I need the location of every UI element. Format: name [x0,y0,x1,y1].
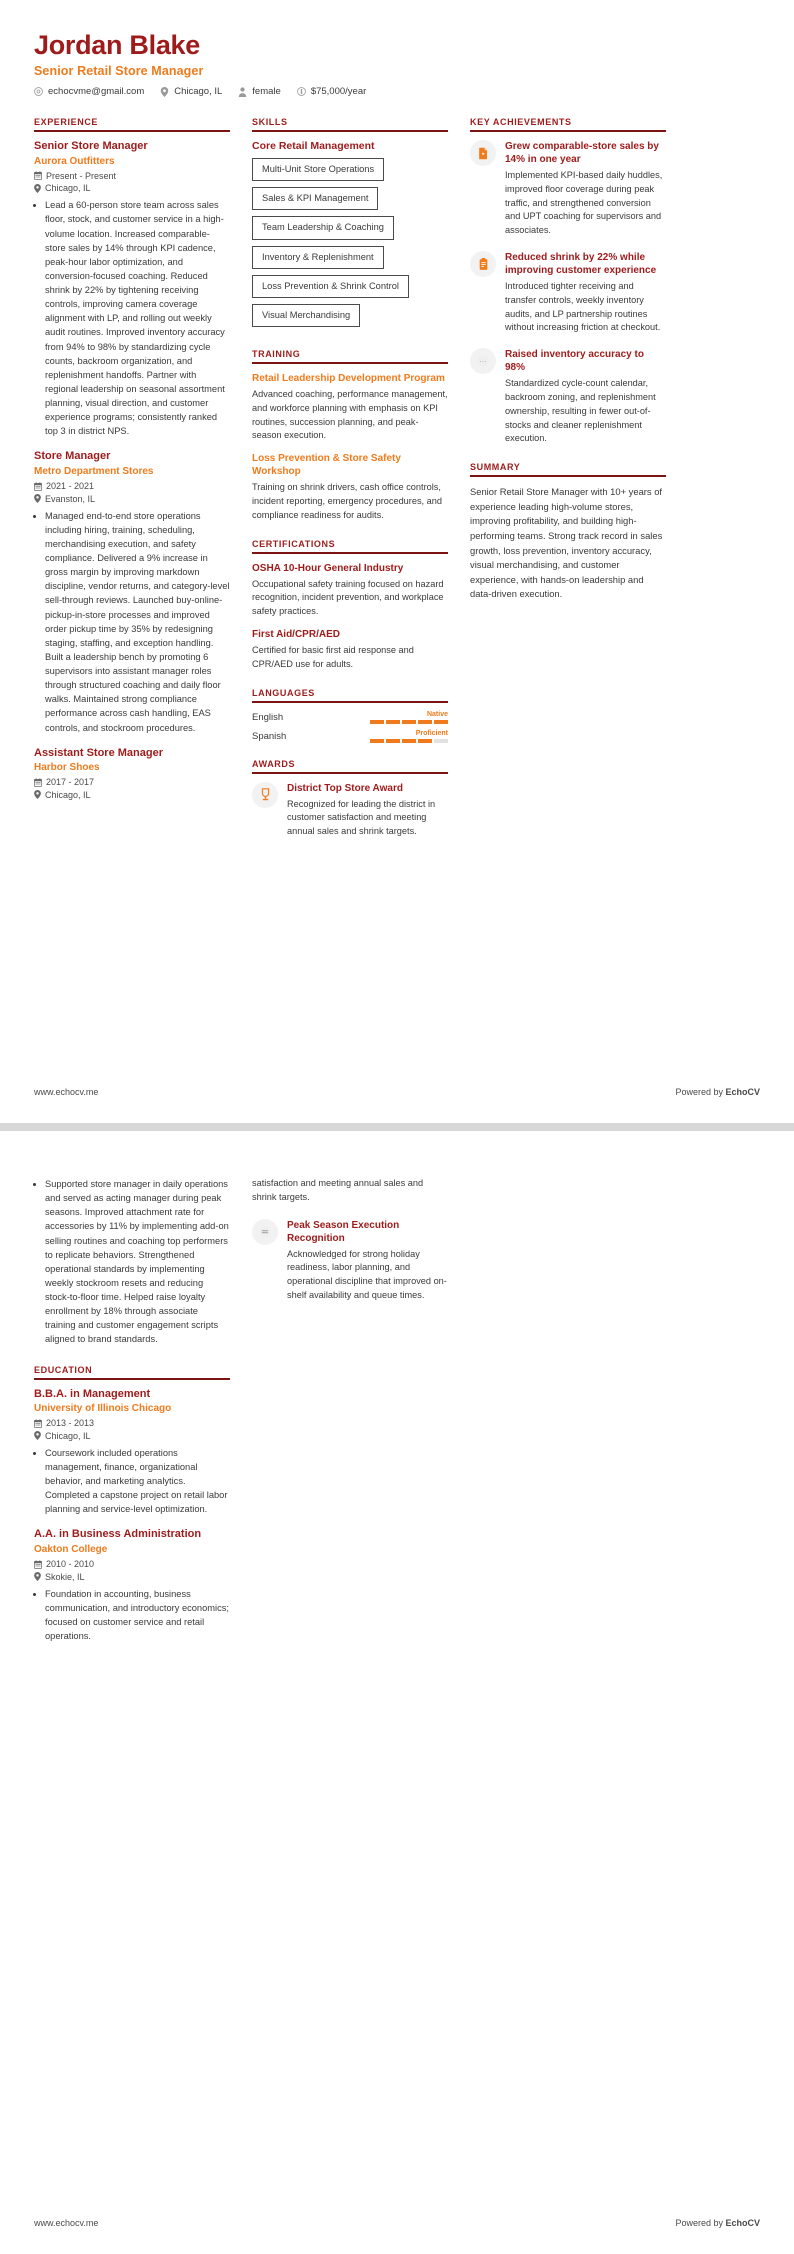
footer-brand: EchoCV [725,2218,760,2228]
award-desc: Recognized for leading the district in customer satisfaction and meeting annual sales and shrink targets. [287,798,436,837]
svg-text:···: ··· [479,356,487,366]
skill-pill: Sales & KPI Management [252,187,378,210]
key-achievement-item [470,251,666,335]
experience-bullet: • Supported store manager in daily operations and served as acting manager during peak seasons. Improved attachment rate for accessories by 11% by implementing add-on selling routines and coaching top performers to replicate behaviors. Strengthened operational standards by implementing weekly stockroom resets and reducing stock-to-floor time. Helped raise loyalty enrollment by 18% through associate training and customer engagement scripts aligned to brand standards. [45,1177,230,1347]
key-achievement-desc: Introduced tighter receiving and transfer controls, weekly inventory audits, and LP partnership routines without increasing friction at checkout. [505,281,661,333]
experience-dates-value: Present - Present [46,170,117,181]
job-title: Senior Retail Store Manager [34,64,204,79]
language-row [252,730,448,743]
section-heading-education: EDUCATION [34,1365,230,1380]
section-training [252,349,448,523]
footer-powered-prefix: Powered by [675,2218,726,2228]
key-achievement-desc: Standardized cycle-count calendar, backroom zoning, and replenishment ownership, resulting in fewer out-of-stocks and cleaner replenishment execution. [505,378,656,444]
education-entry [34,1528,230,1643]
section-heading-training: TRAINING [252,349,448,364]
award-title: District Top Store Award [287,782,403,794]
training-item [252,372,448,443]
award-title: Peak Season Execution Recognition [287,1219,400,1244]
footer-powered-by [675,1087,760,1097]
section-heading-certifications: CERTIFICATIONS [252,539,448,554]
column-middle-page2 [252,1177,448,1316]
education-bullets [34,1446,230,1517]
certification-item [252,628,448,672]
trophy-icon [252,782,278,808]
key-achievement-desc: Implemented KPI-based daily huddles, improved floor coverage during peak traffic, and strengthened conversion and UPT coaching for supervisors and associates. [505,170,663,236]
contact-location-value: Chicago, IL [174,86,223,98]
column-left-page2 [34,1177,230,1655]
contact-email-value: echocvme@gmail.com [48,86,145,98]
location-icon [34,494,41,503]
footer-brand: EchoCV [725,1087,760,1097]
column-middle [252,117,448,852]
experience-dates-value: 2021 - 2021 [46,481,95,492]
award-desc: Acknowledged for strong holiday readiness, labor planning, and operational discipline that improved on-shelf availability and queue times. [287,1248,447,1300]
salary-icon [297,87,306,96]
key-achievement-body [505,251,666,335]
experience-location-value: Chicago, IL [45,789,91,800]
page-footer [34,1087,760,1097]
contact-row [34,86,760,97]
key-achievement-title: Raised inventory accuracy to 98% [505,349,644,374]
skill-pill-list [252,158,448,333]
key-achievement-body [505,348,666,446]
section-education [34,1365,230,1644]
page-separator [0,1123,794,1131]
language-name: English [252,711,284,723]
language-bar [370,739,448,743]
experience-org: Aurora Outfitters [34,155,115,167]
document-plus-icon [470,140,496,166]
certification-desc: Certified for basic first aid response and CPR/AED use for adults. [252,644,414,669]
experience-bullet: • Lead a 60-person store team across sales floor, stock, and customer service in a high-volume location. Increased comparable-store sales by 14% through KPI cadence, peak-hour labor optimization, and conversion-focused coaching. Reduced shrink by 22% by tightening receiving controls, improving camera coverage alignment with LP, and rolling out weekly audit routines. Improved inventory accuracy from 94% to 98% by standardizing cycle counts, backroom organization, and replenishment handoffs. Partner with regional leadership on seasonal assortment planning, visual direction, and customer experience programs; consistently ranked top 3 in district NPS. [45,198,230,438]
education-location-value: Chicago, IL [45,1430,91,1441]
experience-entry [34,450,230,734]
language-level: Native [426,710,448,718]
experience-location [34,183,230,193]
education-dates-value: 2013 - 2013 [46,1418,95,1429]
section-experience [34,117,230,800]
education-location-value: Skokie, IL [45,1571,85,1582]
resume-columns [34,117,760,852]
email-icon [34,87,43,96]
certification-item [252,562,448,619]
language-segment [418,720,432,724]
award-item [252,782,448,839]
key-achievement-item [470,348,666,446]
footer-site: www.echocv.me [34,1087,99,1097]
experience-entry [34,140,230,438]
contact-gender-value: female [252,86,281,98]
language-segment [402,720,416,724]
experience-dates-value: 2017 - 2017 [46,777,95,788]
education-bullet: • Coursework included operations management, finance, organizational behavior, and marketing analytics. Completed a capstone project on retail labor planning and service-level optimization. [45,1446,230,1517]
contact-location [160,86,222,97]
experience-location [34,494,230,504]
award-item [252,1219,448,1303]
footer-powered-prefix: Powered by [675,1087,726,1097]
language-row [252,711,448,724]
experience-location [34,790,230,800]
education-title: B.B.A. in Management [34,1387,151,1400]
section-heading-experience: EXPERIENCE [34,117,230,132]
education-org: Oakton College [34,1544,108,1556]
training-title: Loss Prevention & Store Safety Workshop [252,453,401,478]
experience-org: Metro Department Stores [34,466,154,478]
person-icon [238,87,247,97]
chart-icon [470,348,496,374]
calendar-icon [34,171,42,180]
award-desc-continued: satisfaction and meeting annual sales and shrink targets. [252,1178,424,1202]
training-desc: Advanced coaching, performance management, and workforce planning with emphasis on KPI routines, succession planning, and peak-season execution. [252,388,448,441]
location-icon [160,87,169,97]
language-segment [434,739,448,743]
experience-entry [34,747,230,800]
section-heading-key-achievements: KEY ACHIEVEMENTS [470,117,666,132]
language-name: Spanish [252,730,287,742]
calendar-icon [34,778,42,787]
contact-salary-value: $75,000/year [310,86,367,98]
section-awards [252,759,448,839]
resume-columns-page2 [34,1177,760,1655]
experience-title: Store Manager [34,450,111,463]
contact-salary [297,86,366,97]
calendar-icon [34,482,42,491]
language-segment [370,720,384,724]
language-segment [386,739,400,743]
section-heading-skills: SKILLS [252,117,448,132]
training-item [252,452,448,522]
location-icon [34,790,41,799]
skill-group-title: Core Retail Management [252,140,375,153]
certification-title: OSHA 10-Hour General Industry [252,562,404,574]
page-title: Jordan Blake [34,30,200,60]
contact-gender [238,86,281,97]
calendar-icon [34,1419,42,1428]
education-entry [34,1388,230,1517]
language-segment [370,739,384,743]
language-segment [386,720,400,724]
medal-icon [252,1219,278,1245]
skill-pill: Multi-Unit Store Operations [252,158,384,181]
key-achievement-title: Reduced shrink by 22% while improving customer experience [505,252,657,277]
key-achievement-item [470,140,666,238]
experience-bullets [34,509,230,735]
experience-dates [34,171,230,181]
experience-title: Senior Store Manager [34,140,148,153]
skill-pill: Loss Prevention & Shrink Control [252,275,409,298]
experience-org: Harbor Shoes [34,762,100,774]
key-achievement-title: Grew comparable-store sales by 14% in one year [505,141,659,166]
column-right [470,117,666,602]
education-dates-value: 2010 - 2010 [46,1559,95,1570]
clipboard-icon [470,251,496,277]
language-meter [292,730,448,743]
section-heading-summary: SUMMARY [470,462,666,477]
award-body [287,1219,448,1303]
section-languages [252,688,448,743]
experience-title: Assistant Store Manager [34,746,163,759]
resume-header [34,30,760,97]
education-location [34,1572,230,1582]
language-meter [289,711,448,724]
certification-desc: Occupational safety training focused on hazard recognition, incident prevention, and workplace safety practices. [252,578,444,617]
footer-powered-by [675,2218,760,2228]
experience-dates [34,481,230,491]
language-segment [402,739,416,743]
experience-bullets [34,198,230,438]
key-achievement-body [505,140,666,238]
experience-bullet: • Managed end-to-end store operations including hiring, training, scheduling, merchandising execution, and safety compliance. Delivered a 9% increase in gross margin by improving markdown discipline, vendor returns, and category-level sell-through reviews. Launched buy-online-pickup-in-store processes and improved order pickup time by 35% by redesigning staging, staffing, and exception handling. Built a leadership bench by promoting 6 supervisors into assistant manager roles through structured coaching and daily floor walks. Maintained strong compliance performance across cash handling, EAS controls, and stockroom procedures. [45,509,230,735]
experience-location-value: Evanston, IL [45,493,96,504]
language-segment [434,720,448,724]
training-title: Retail Leadership Development Program [252,372,445,384]
education-title: A.A. in Business Administration [34,1528,202,1541]
location-icon [34,1572,41,1581]
resume-page-2 [0,1131,794,2254]
page-footer [34,2218,760,2228]
certification-title: First Aid/CPR/AED [252,628,340,640]
education-dates [34,1559,230,1569]
section-skills [252,117,448,333]
section-certifications [252,539,448,672]
education-org: University of Illinois Chicago [34,1403,172,1415]
calendar-icon [34,1560,42,1569]
resume-page-1 [0,0,794,1123]
skill-pill: Inventory & Replenishment [252,246,384,269]
section-key-achievements [470,117,666,446]
language-level: Proficient [415,729,448,737]
location-icon [34,1431,41,1440]
experience-location-value: Chicago, IL [45,183,91,194]
education-dates [34,1418,230,1428]
education-bullets [34,1587,230,1644]
language-segment [418,739,432,743]
section-summary [470,462,666,602]
section-heading-languages: LANGUAGES [252,688,448,703]
education-location [34,1431,230,1441]
skill-pill: Visual Merchandising [252,304,360,327]
summary-text: Senior Retail Store Manager with 10+ years of experience leading high-volume stores, improving profitability, and building high-performing teams. Strong track record in sales growth, loss prevention, inventory accuracy, visual merchandising, and customer experience, with hands-on leadership and data-driven execution. [470,486,663,600]
education-bullet: • Foundation in accounting, business communication, and introductory economics; focused on customer service and retail operations. [45,1587,230,1644]
training-desc: Training on shrink drivers, cash office controls, incident reporting, emergency procedures, and compliance readiness for audits. [252,482,442,520]
experience-dates [34,777,230,787]
award-body [287,782,448,839]
experience-bullets-continued [34,1177,230,1347]
skill-pill: Team Leadership & Coaching [252,216,394,239]
section-heading-awards: AWARDS [252,759,448,774]
language-bar [370,720,448,724]
column-left [34,117,230,812]
contact-email [34,86,144,97]
footer-site: www.echocv.me [34,2218,99,2228]
location-icon [34,184,41,193]
